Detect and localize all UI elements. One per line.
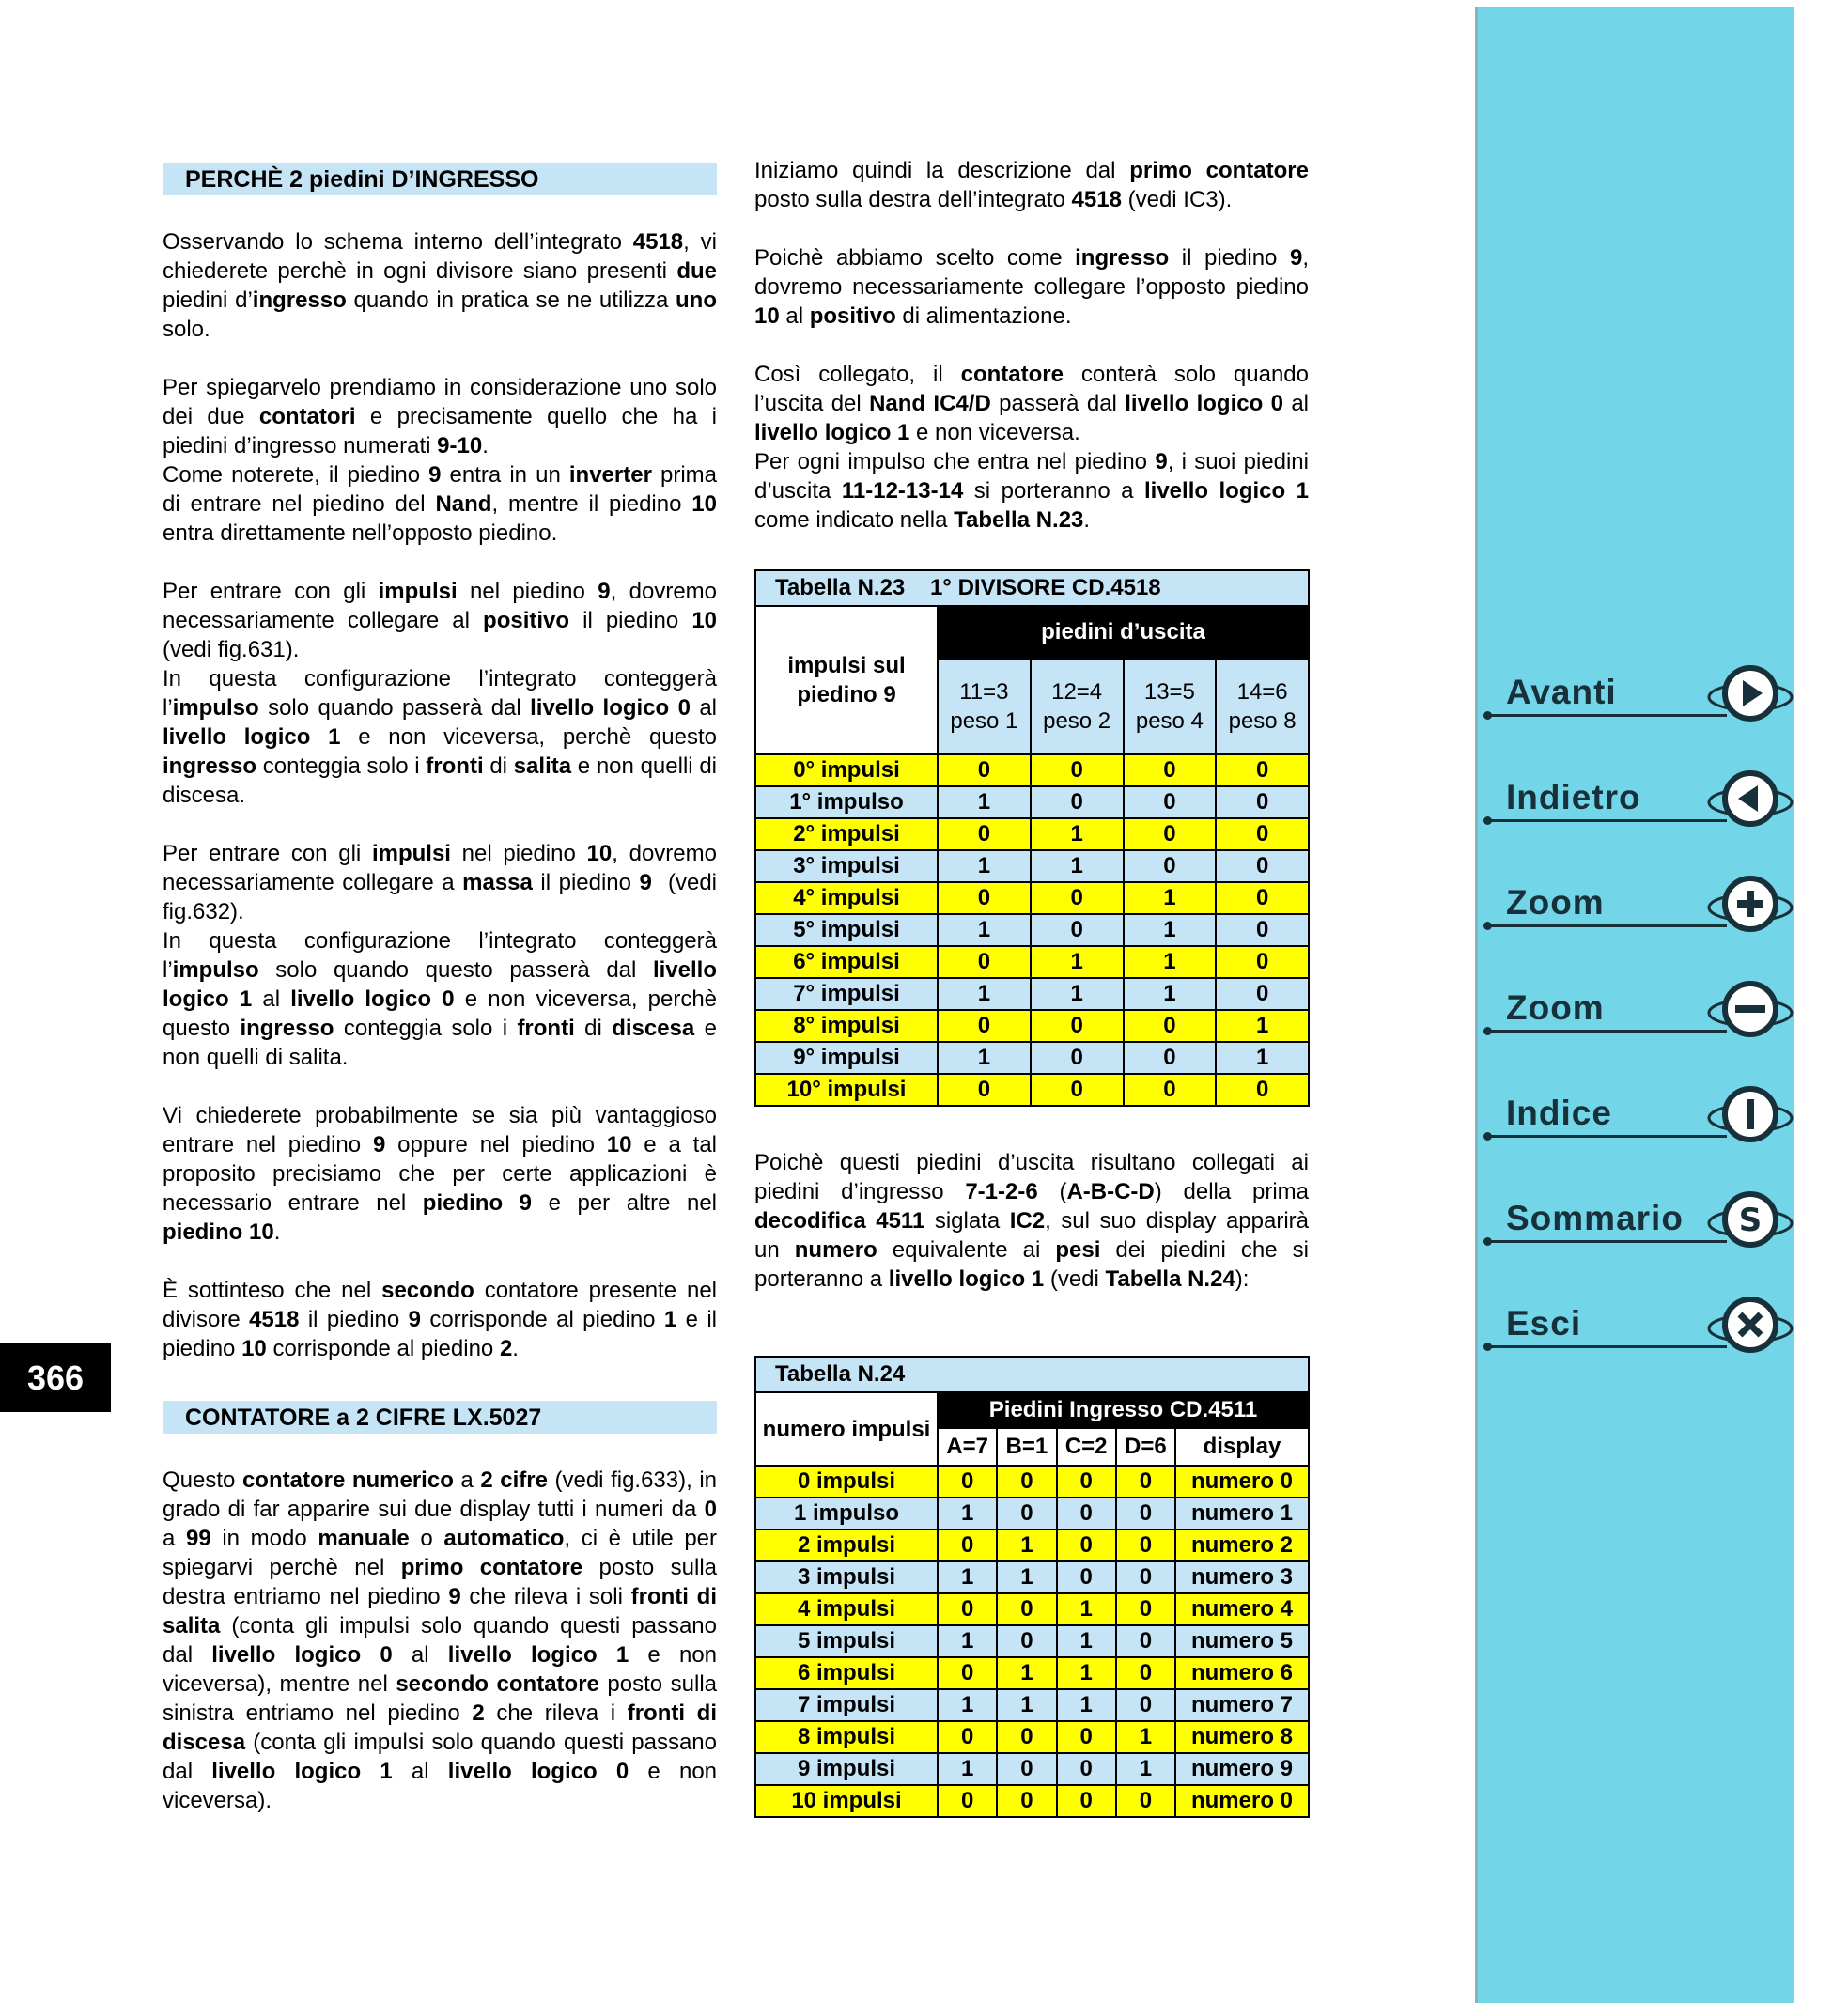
table-cell: 1	[997, 1529, 1056, 1561]
table-cell: 0	[1057, 1466, 1116, 1498]
table-column-header: 13=5 peso 4	[1124, 659, 1217, 754]
row-label: 10 impulsi	[755, 1785, 938, 1817]
table-column-header: D=6	[1116, 1428, 1175, 1466]
nav-label: Zoom	[1506, 883, 1605, 922]
table-cell: numero 4	[1175, 1593, 1309, 1625]
paragraph: Per spiegarvelo prendiamo in considerazione uno solo dei due contatori e precisamente quello che ha i piedini d’ingresso numerati 9-10.	[163, 375, 718, 458]
table-cell: 0	[1031, 786, 1124, 818]
table-cell: 0	[1031, 1042, 1124, 1074]
table-cell: 1	[1057, 1593, 1116, 1625]
table-column-header: display	[1175, 1428, 1309, 1466]
table-caption: Tabella N.23	[775, 575, 906, 600]
paragraph: Per ogni impulso che entra nel piedino 9, i suoi piedini d’uscita 11-12-13-14 si porteranno a livello logico 1 come indicato nella Tabella N.23.	[754, 449, 1310, 533]
paragraph: È sottinteso che nel secondo contatore presente nel divisore 4518 il piedino 9 corrisponde al piedino 1 e il piedino 10 corrisponde al piedino 2.	[163, 1278, 717, 1361]
row-label: 6 impulsi	[755, 1657, 938, 1689]
zoom-in-icon	[1703, 870, 1797, 938]
table-cell: 1	[1124, 914, 1217, 946]
table-row	[755, 946, 1309, 978]
table-row	[755, 1721, 1309, 1753]
table-cell: 0	[938, 882, 1031, 914]
exit-icon	[1703, 1291, 1797, 1359]
table-cell: 0	[1124, 786, 1217, 818]
table-cell: 1	[938, 850, 1031, 882]
table-cell: 1	[938, 1753, 997, 1785]
paragraph: Per entrare con gli impulsi nel piedino 10, dovremo necessariamente collegare a massa il piedino 9 (vedi fig.632).	[163, 841, 717, 924]
table-cell: 0	[1057, 1721, 1116, 1753]
table-cell: 1	[938, 1042, 1031, 1074]
nav-label: Esci	[1506, 1304, 1582, 1343]
table-cell: 0	[1124, 818, 1217, 850]
table-cell: 1	[938, 914, 1031, 946]
table-column-header: 14=6 peso 8	[1216, 659, 1309, 754]
table-cell: 0	[1216, 914, 1309, 946]
table-row	[755, 1529, 1309, 1561]
right-column-lower	[754, 1148, 1309, 1323]
row-label: 0 impulsi	[755, 1466, 938, 1498]
table-cell: 0	[1216, 754, 1309, 786]
table-cell: 0	[1031, 1074, 1124, 1106]
nav-zoom-in-button[interactable]	[1478, 870, 1794, 945]
table-cell: numero 9	[1175, 1753, 1309, 1785]
table-row	[755, 754, 1309, 786]
table-cell: 0	[938, 1529, 997, 1561]
table-cell: 0	[997, 1785, 1056, 1817]
table-cell: 0	[1116, 1561, 1175, 1593]
table-column-header: C=2	[1057, 1428, 1116, 1466]
table-cell: 1	[997, 1561, 1056, 1593]
table-cell: numero 3	[1175, 1561, 1309, 1593]
page-number: 366	[0, 1343, 111, 1412]
table-column-header: A=7	[938, 1428, 997, 1466]
table-cell: 0	[997, 1625, 1056, 1657]
table-row	[755, 1561, 1309, 1593]
table-group-header: Piedini Ingresso CD.4511	[938, 1392, 1309, 1428]
row-label: 8° impulsi	[755, 1010, 938, 1042]
table-cell: 1	[938, 1689, 997, 1721]
table-row	[755, 1753, 1309, 1785]
row-label: 9° impulsi	[755, 1042, 938, 1074]
table-cell: 1	[1057, 1689, 1116, 1721]
table-row	[755, 1042, 1309, 1074]
table-cell: 0	[1057, 1753, 1116, 1785]
table-cell: 0	[1031, 914, 1124, 946]
table-cell: 0	[997, 1466, 1056, 1498]
table-cell: 1	[1216, 1010, 1309, 1042]
table-cell: 1	[938, 1625, 997, 1657]
row-label: 9 impulsi	[755, 1753, 938, 1785]
table-cell: 1	[997, 1689, 1056, 1721]
table-cell: numero 5	[1175, 1625, 1309, 1657]
nav-label: Indietro	[1506, 778, 1641, 816]
table-cell: 1	[997, 1657, 1056, 1689]
table-cell: 0	[1124, 1042, 1217, 1074]
navigation-sidebar	[1475, 7, 1794, 2003]
table-cell: 0	[1124, 1010, 1217, 1042]
svg-text:S: S	[1738, 1202, 1763, 1239]
table-cell: 0	[1057, 1785, 1116, 1817]
table-cell: 0	[938, 1785, 997, 1817]
table-cell: numero 7	[1175, 1689, 1309, 1721]
table-24	[754, 1356, 1310, 1818]
table-row	[755, 1593, 1309, 1625]
table-cell: 1	[1216, 1042, 1309, 1074]
table-cell: 0	[1031, 754, 1124, 786]
table-cell: 0	[938, 1010, 1031, 1042]
paragraph: Iniziamo quindi la descrizione dal primo contatore posto sulla destra dell’integrato 4518 (vedi IC3).	[754, 158, 1309, 212]
table-23	[754, 569, 1310, 1107]
table-cell: numero 0	[1175, 1785, 1309, 1817]
table-cell: numero 1	[1175, 1498, 1309, 1529]
table-cell: 0	[1116, 1625, 1175, 1657]
table-row	[755, 882, 1309, 914]
table-cell: 0	[1116, 1498, 1175, 1529]
table-cell: 1	[938, 1561, 997, 1593]
nav-zoom-out-button[interactable]	[1478, 975, 1794, 1050]
paragraph: In questa configurazione l’integrato conteggerà l’impulso solo quando questo passerà dal livello logico 1 al livello logico 0 e non viceversa, perchè questo ingresso conteggia solo i fronti di discesa e non quelli di salita.	[163, 928, 718, 1070]
table-cell: 0	[997, 1498, 1056, 1529]
table-cell: numero 2	[1175, 1529, 1309, 1561]
row-label: 8 impulsi	[755, 1721, 938, 1753]
table-cell: 0	[1057, 1498, 1116, 1529]
row-label: 3 impulsi	[755, 1561, 938, 1593]
table-cell: 0	[938, 754, 1031, 786]
nav-indice-button[interactable]	[1478, 1080, 1794, 1156]
row-label: 1 impulso	[755, 1498, 938, 1529]
table-cell: 0	[1031, 1010, 1124, 1042]
nav-sommario-button[interactable]	[1478, 1186, 1794, 1261]
table-row	[755, 850, 1309, 882]
table-row	[755, 1466, 1309, 1498]
table-row-header: impulsi sul piedino 9	[755, 606, 938, 754]
row-label: 10° impulsi	[755, 1074, 938, 1106]
table-cell: numero 6	[1175, 1657, 1309, 1689]
table-title: 1° DIVISORE CD.4518	[929, 575, 1161, 600]
table-cell: 0	[1116, 1466, 1175, 1498]
table-cell: 0	[1116, 1785, 1175, 1817]
row-label: 5 impulsi	[755, 1625, 938, 1657]
table-cell: 1	[1031, 978, 1124, 1010]
paragraph: Poichè abbiamo scelto come ingresso il piedino 9, dovremo necessariamente collegare l’opposto piedino 10 al positivo di alimentazione.	[754, 245, 1309, 329]
table-row	[755, 914, 1309, 946]
section-heading-2: CONTATORE a 2 CIFRE LX.5027	[163, 1401, 717, 1434]
nav-label: Avanti	[1506, 673, 1617, 711]
row-label: 2 impulsi	[755, 1529, 938, 1561]
table-cell: 0	[938, 1721, 997, 1753]
nav-label: Indice	[1506, 1094, 1612, 1132]
table-row	[755, 1074, 1309, 1106]
index-icon	[1703, 1080, 1797, 1148]
nav-indietro-button[interactable]	[1478, 765, 1794, 840]
play-right-icon	[1703, 660, 1797, 727]
table-cell: 0	[997, 1721, 1056, 1753]
table-cell: 0	[938, 946, 1031, 978]
play-left-icon	[1703, 765, 1797, 832]
row-label: 2° impulsi	[755, 818, 938, 850]
summary-icon	[1703, 1186, 1797, 1253]
left-column	[163, 163, 717, 1844]
table-cell: 0	[938, 818, 1031, 850]
table-caption: Tabella N.24	[755, 1357, 1309, 1392]
table-row	[755, 1689, 1309, 1721]
nav-label: Zoom	[1506, 988, 1605, 1027]
table-cell: 1	[938, 978, 1031, 1010]
table-cell: 1	[1124, 882, 1217, 914]
table-cell: 0	[1031, 882, 1124, 914]
row-label: 4 impulsi	[755, 1593, 938, 1625]
paragraph: Così collegato, il contatore conterà solo quando l’uscita del Nand IC4/D passerà dal livello logico 0 al livello logico 1 e non viceversa.	[754, 362, 1309, 445]
table-cell: numero 8	[1175, 1721, 1309, 1753]
paragraph: In questa configurazione l’integrato conteggerà l’impulso solo quando passerà dal livello logico 0 al livello logico 1 e non viceversa, perchè questo ingresso conteggia solo i fronti di salita e non quelli di discesa.	[163, 666, 718, 808]
table-cell: 0	[938, 1593, 997, 1625]
table-cell: 1	[938, 786, 1031, 818]
table-cell: 0	[1116, 1529, 1175, 1561]
table-cell: 0	[1216, 1074, 1309, 1106]
table-cell: 0	[997, 1753, 1056, 1785]
row-label: 7 impulsi	[755, 1689, 938, 1721]
table-23-caption-row	[755, 570, 1309, 606]
table-row	[755, 1785, 1309, 1817]
table-row	[755, 1010, 1309, 1042]
table-cell: 0	[1216, 786, 1309, 818]
row-label: 0° impulsi	[755, 754, 938, 786]
table-row	[755, 1657, 1309, 1689]
table-cell: 0	[1124, 754, 1217, 786]
table-cell: 0	[938, 1657, 997, 1689]
table-cell: 0	[1216, 946, 1309, 978]
table-cell: 0	[1116, 1593, 1175, 1625]
table-cell: 0	[1216, 978, 1309, 1010]
table-cell: 0	[997, 1593, 1056, 1625]
table-group-header: piedini d’uscita	[938, 606, 1309, 659]
table-cell: 0	[938, 1466, 997, 1498]
row-label: 3° impulsi	[755, 850, 938, 882]
paragraph: Poichè questi piedini d’uscita risultano collegati ai piedini d’ingresso 7-1-2-6 (A-B-C-D) della prima decodifica 4511 siglata IC2, sul suo display apparirà un numero equivalente ai pesi dei piedini che si porteranno a livello logico 1 (vedi Tabella N.24):	[754, 1150, 1309, 1292]
table-row-header: numero impulsi	[755, 1392, 938, 1466]
section-heading-1: PERCHÈ 2 piedini D’INGRESSO	[163, 163, 717, 195]
table-row	[755, 978, 1309, 1010]
nav-esci-button[interactable]	[1478, 1291, 1794, 1366]
paragraph: Come noterete, il piedino 9 entra in un inverter prima di entrare nel piedino del Nand, mentre il piedino 10 entra direttamente nell’opposto piedino.	[163, 462, 717, 546]
table-cell: 0	[1057, 1561, 1116, 1593]
paragraph: Questo contatore numerico a 2 cifre (vedi fig.633), in grado di far apparire sui due display tutti i numeri da 0 a 99 in modo manuale o automatico, ci è utile per spiegarvi perchè nel primo contatore posto sulla destra entriamo nel piedino 9 che rileva i soli fronti di salita (conta gli impulsi solo quando questi passano dal livello logico 0 al livello logico 1 e non viceversa), mentre nel secondo contatore posto sulla sinistra entriamo nel piedino 2 che rileva i fronti di discesa (conta gli impulsi solo quando questi passano dal livello logico 1 al livello logico 0 e non viceversa).	[163, 1467, 718, 1813]
table-column-header: 12=4 peso 2	[1031, 659, 1124, 754]
table-cell: 1	[938, 1498, 997, 1529]
table-cell: 1	[1124, 978, 1217, 1010]
table-cell: 0	[1216, 882, 1309, 914]
table-cell: 1	[1057, 1657, 1116, 1689]
table-cell: 1	[1116, 1721, 1175, 1753]
table-row	[755, 1498, 1309, 1529]
table-cell: 0	[1124, 850, 1217, 882]
table-cell: 1	[1124, 946, 1217, 978]
nav-avanti-button[interactable]	[1478, 660, 1794, 735]
table-cell: 1	[1057, 1625, 1116, 1657]
table-cell: 0	[1116, 1657, 1175, 1689]
table-cell: 0	[1216, 850, 1309, 882]
table-row	[755, 1625, 1309, 1657]
table-row	[755, 818, 1309, 850]
nav-label: Sommario	[1506, 1199, 1684, 1237]
row-label: 5° impulsi	[755, 914, 938, 946]
row-label: 1° impulso	[755, 786, 938, 818]
table-cell: 1	[1031, 850, 1124, 882]
paragraph: Osservando lo schema interno dell’integrato 4518, vi chiederete perchè in ogni divisore siano presenti due piedini d’ingresso quando in pratica se ne utilizza uno solo.	[163, 229, 717, 342]
table-cell: 0	[1216, 818, 1309, 850]
paragraph: Per entrare con gli impulsi nel piedino 9, dovremo necessariamente collegare al positivo il piedino 10 (vedi fig.631).	[163, 579, 718, 662]
zoom-out-icon	[1703, 975, 1797, 1043]
table-column-header: 11=3 peso 1	[938, 659, 1031, 754]
table-cell: 0	[1057, 1529, 1116, 1561]
table-cell: 1	[1116, 1753, 1175, 1785]
table-column-header: B=1	[997, 1428, 1056, 1466]
right-column	[754, 156, 1309, 564]
table-cell: numero 0	[1175, 1466, 1309, 1498]
table-row	[755, 786, 1309, 818]
row-label: 7° impulsi	[755, 978, 938, 1010]
row-label: 4° impulsi	[755, 882, 938, 914]
table-cell: 0	[938, 1074, 1031, 1106]
paragraph: Vi chiederete probabilmente se sia più vantaggioso entrare nel piedino 9 oppure nel piedino 10 e a tal proposito precisiamo che per certe applicazioni è necessario entrare nel piedino 9 e per altre nel piedino 10.	[163, 1103, 717, 1245]
table-cell: 0	[1116, 1689, 1175, 1721]
row-label: 6° impulsi	[755, 946, 938, 978]
table-cell: 0	[1124, 1074, 1217, 1106]
table-cell: 1	[1031, 818, 1124, 850]
table-cell: 1	[1031, 946, 1124, 978]
